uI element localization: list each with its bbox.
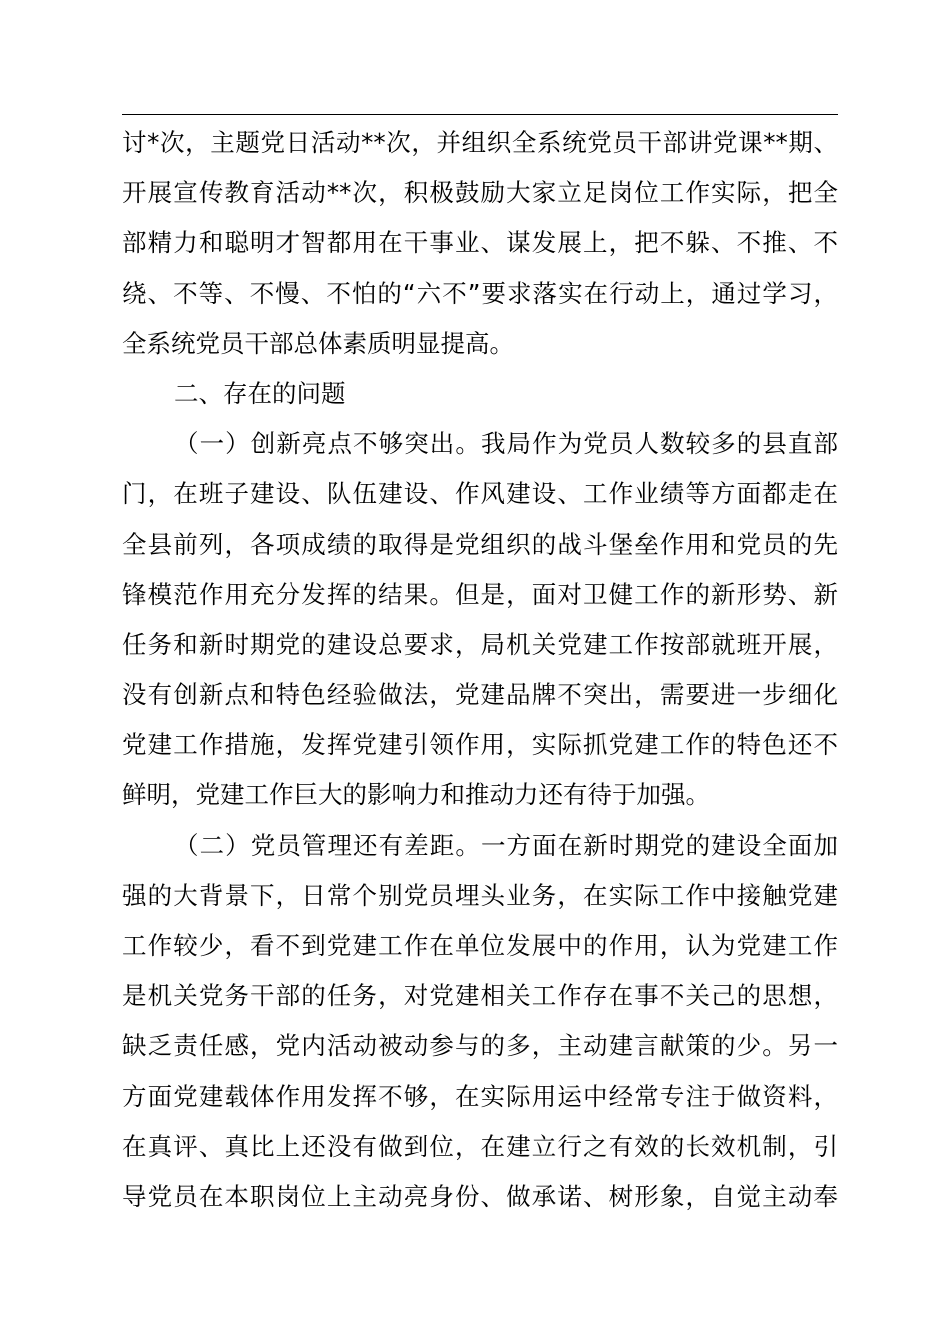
paragraph-first-line: （一）创新亮点不够突出。我局作为党员人数较多的县直部 bbox=[174, 429, 838, 459]
text-line: 鲜明，党建工作巨大的影响力和推动力还有待于加强。 bbox=[122, 780, 710, 810]
text-line: 任务和新时期党的建设总要求，局机关党建工作按部就班开展， bbox=[122, 629, 838, 659]
text-line: 绕、不等、不慢、不怕的“六不”要求落实在行动上，通过学习， bbox=[122, 278, 838, 308]
text-line: 部精力和聪明才智都用在干事业、谋发展上，把不躲、不推、不 bbox=[122, 228, 838, 258]
text-line: 门，在班子建设、队伍建设、作风建设、工作业绩等方面都走在 bbox=[122, 479, 838, 509]
text-line: 是机关党务干部的任务，对党建相关工作存在事不关己的思想， bbox=[122, 981, 838, 1011]
text-line: 缺乏责任感，党内活动被动参与的多，主动建言献策的少。另一 bbox=[122, 1031, 838, 1061]
text-line: 全系统党员干部总体素质明显提高。 bbox=[122, 328, 514, 358]
text-line: 导党员在本职岗位上主动亮身份、做承诺、树形象，自觉主动奉 bbox=[122, 1181, 838, 1211]
text-line: 党建工作措施，发挥党建引领作用，实际抓党建工作的特色还不 bbox=[122, 730, 838, 760]
text-line: 在真评、真比上还没有做到位，在建立行之有效的长效机制，引 bbox=[122, 1131, 838, 1161]
header-rule bbox=[122, 114, 838, 115]
document-body bbox=[122, 118, 838, 1222]
text-line: 强的大背景下，日常个别党员埋头业务，在实际工作中接触党建 bbox=[122, 880, 838, 910]
text-line: 工作较少，看不到党建工作在单位发展中的作用，认为党建工作 bbox=[122, 931, 838, 960]
section-heading: 二、存在的问题 bbox=[174, 378, 346, 408]
text-line: 锋模范作用充分发挥的结果。但是，面对卫健工作的新形势、新 bbox=[122, 579, 838, 609]
text-line: 讨*次，主题党日活动**次，并组织全系统党员干部讲党课**期、 bbox=[122, 128, 838, 157]
text-line: 没有创新点和特色经验做法，党建品牌不突出，需要进一步细化 bbox=[122, 680, 838, 710]
text-line: 方面党建载体作用发挥不够，在实际用运中经常专注于做资料， bbox=[122, 1081, 838, 1111]
paragraph-first-line: （二）党员管理还有差距。一方面在新时期党的建设全面加 bbox=[174, 830, 838, 860]
text-line: 开展宣传教育活动**次，积极鼓励大家立足岗位工作实际，把全 bbox=[122, 178, 838, 208]
text-line: 全县前列，各项成绩的取得是党组织的战斗堡垒作用和党员的先 bbox=[122, 529, 838, 559]
